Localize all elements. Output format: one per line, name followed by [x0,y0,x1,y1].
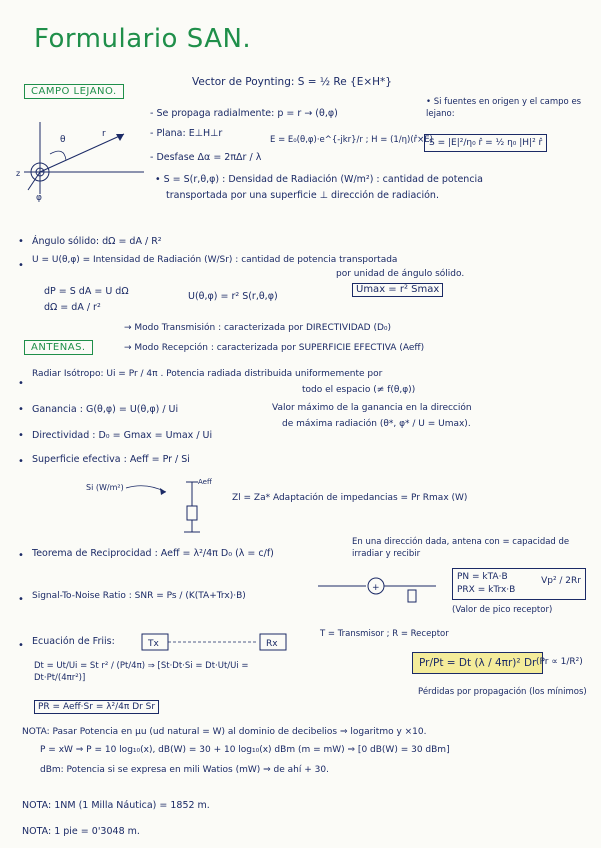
page-title: Formulario SAN. [34,24,252,54]
plane-wave-line: - Plana: E⊥H⊥r [150,128,223,139]
pr-equation: PR = Aeff·Sr = λ²/4π Dr Sr [34,700,159,714]
bullet: • [18,594,24,605]
nota-pie: NOTA: 1 pie = 0'3048 m. [22,826,140,837]
friis-link-diagram [136,624,296,658]
angulo-solido: Ángulo sólido: dΩ = dA / R² [32,236,162,247]
valor-maximo: Valor máximo de la ganancia en la dirección [272,403,472,413]
dt-derivation: Dt = Ut/Ui = St r² / (Pt/4π) ⇒ [St·Dt·Si = Dt·Ut/Ui = Dt·Pt/(4πr²)] [34,661,249,683]
vp-equation: Vp² / 2Rr [541,576,581,586]
bullet: • [18,640,24,651]
valor-maximo-cont: de máxima radiación (θ*, φ* / U = Umax). [282,419,471,429]
nota-decibelios: NOTA: Pasar Potencia en μu (ud natural = W) al dominio de decibelios ⇒ logaritmo y ×10. [22,727,427,737]
svg-text:Aeff: Aeff [198,478,212,486]
svg-text:+: + [372,583,380,593]
dP-equation: dP = S dA = U dΩ [44,286,129,297]
ecuacion-friis: Ecuación de Friis: [32,636,115,647]
radiador-isotropo: Radiar Isótropo: Ui = Pr / 4π . Potencia radiada distribuida uniformemente por [32,369,383,379]
U-relation: U(θ,φ) = r² S(r,θ,φ) [188,291,278,302]
snr-equation: Signal-To-Noise Ratio : SNR = Ps / (K(TA+Trx)·B) [32,591,246,601]
desfase-line: - Desfase Δα = 2πΔr / λ [150,152,262,163]
field-equations: E = E₀(θ,φ)·e^{-jkr}/r ; H = (1/η)(r̂×E) [270,135,433,145]
teorema-reciprocidad: Teorema de Reciprocidad : Aeff = λ²/4π D₀ (λ = c/f) [32,548,274,559]
intensidad-radiacion: U = U(θ,φ) = Intensidad de Radiación (W/Sr) : cantidad de potencia transportada [32,255,398,265]
friis-equation: Pr/Pt = Dt (λ / 4πr)² Dr [412,652,543,674]
svg-text:z: z [16,169,21,178]
bullet: • [18,378,24,389]
poynting-vector: Vector de Poynting: S = ½ Re {E×H*} [192,76,392,88]
svg-text:φ: φ [36,193,42,202]
modo-transmision: → Modo Transmisión : caracterizada por DIRECTIVIDAD (D₀) [124,323,392,333]
intensidad-radiacion-cont: por unidad de ángulo sólido. [336,269,465,279]
reciprocidad-note: En una dirección dada, antena con = capacidad de irradiar y recibir [352,537,570,559]
nota-decibelios-formula: P = xW ⇒ P = 10 log₁₀(x), dB(W) = 30 + 10 log₁₀(x) dBm (m = mW) ⇒ [0 dB(W) = 30 dBm] [40,745,450,755]
directividad: Directividad : D₀ = Gmax = Umax / Ui [32,430,213,441]
title-decoration [0,0,601,70]
nota-dbm: dBm: Potencia si se expresa en mili Watios (mW) ⇒ de ahí + 30. [40,765,329,775]
bullet: • [18,430,24,441]
bullet: • [18,260,24,271]
superficie-efectiva: Superficie efectiva : Aeff = Pr / Si [32,454,190,465]
Umax-equation: Umax = r² Smax [352,283,443,297]
modo-recepcion: → Modo Recepción : caracterizada por SUPERFICIE EFECTIVA (Aeff) [124,343,425,353]
section-antenas: ANTENAS. [24,340,93,355]
poynting-farfield-formula: S = |E|²/η₀ r̂ = ½ η₀ |H|² r̂ [424,134,547,152]
bullet: • [18,456,24,467]
nota-milla-nautica: NOTA: 1NM (1 Milla Náutica) = 1852 m. [22,800,210,811]
section-campo-lejano: CAMPO LEJANO. [24,84,124,99]
receiver-noise-diagram [318,570,438,606]
bullet: • [18,550,24,561]
densidad-radiacion: • S = S(r,θ,φ) : Densidad de Radiación (W/m²) : cantidad de potencia [155,174,484,185]
fuentes-note: • Si fuentes en origen y el campo es lejano: [426,97,582,119]
perdidas-note: Pérdidas por propagación (los mínimos) [418,687,587,697]
tx-rx-legend: T = Transmisor ; R = Receptor [320,629,449,639]
densidad-radiacion-cont: transportada por una superficie ⊥ dirección de radiación. [166,190,439,201]
prx-equation: PRX = kTrx·B [457,585,516,595]
noise-power-box [452,568,586,600]
spherical-coordinates-diagram [14,112,154,202]
valor-pico-note: (Valor de pico receptor) [452,605,553,615]
antenna-load-diagram [86,476,226,546]
pr-proportionality: (Pr ∝ 1/R²) [536,657,583,667]
adaptacion-impedancias: Zl = Za* Adaptación de impedancias = Pr Rmax (W) [232,493,468,503]
radiador-isotropo-cont: todo el espacio (≠ f(θ,φ)) [302,385,416,395]
dOmega-equation: dΩ = dA / r² [44,302,101,313]
propagation-line: - Se propaga radialmente: p = r → (θ,φ) [150,108,338,119]
svg-text:Rx: Rx [266,639,278,649]
svg-text:r: r [102,129,106,139]
ganancia: Ganancia : G(θ,φ) = U(θ,φ) / Ui [32,404,179,415]
pn-equation: PN = kTA·B [457,572,508,582]
svg-text:Tx: Tx [148,639,159,649]
bullet: • [18,404,24,415]
svg-text:θ: θ [60,135,66,145]
bullet: • [18,236,24,247]
svg-text:Si (W/m²): Si (W/m²) [86,483,124,492]
